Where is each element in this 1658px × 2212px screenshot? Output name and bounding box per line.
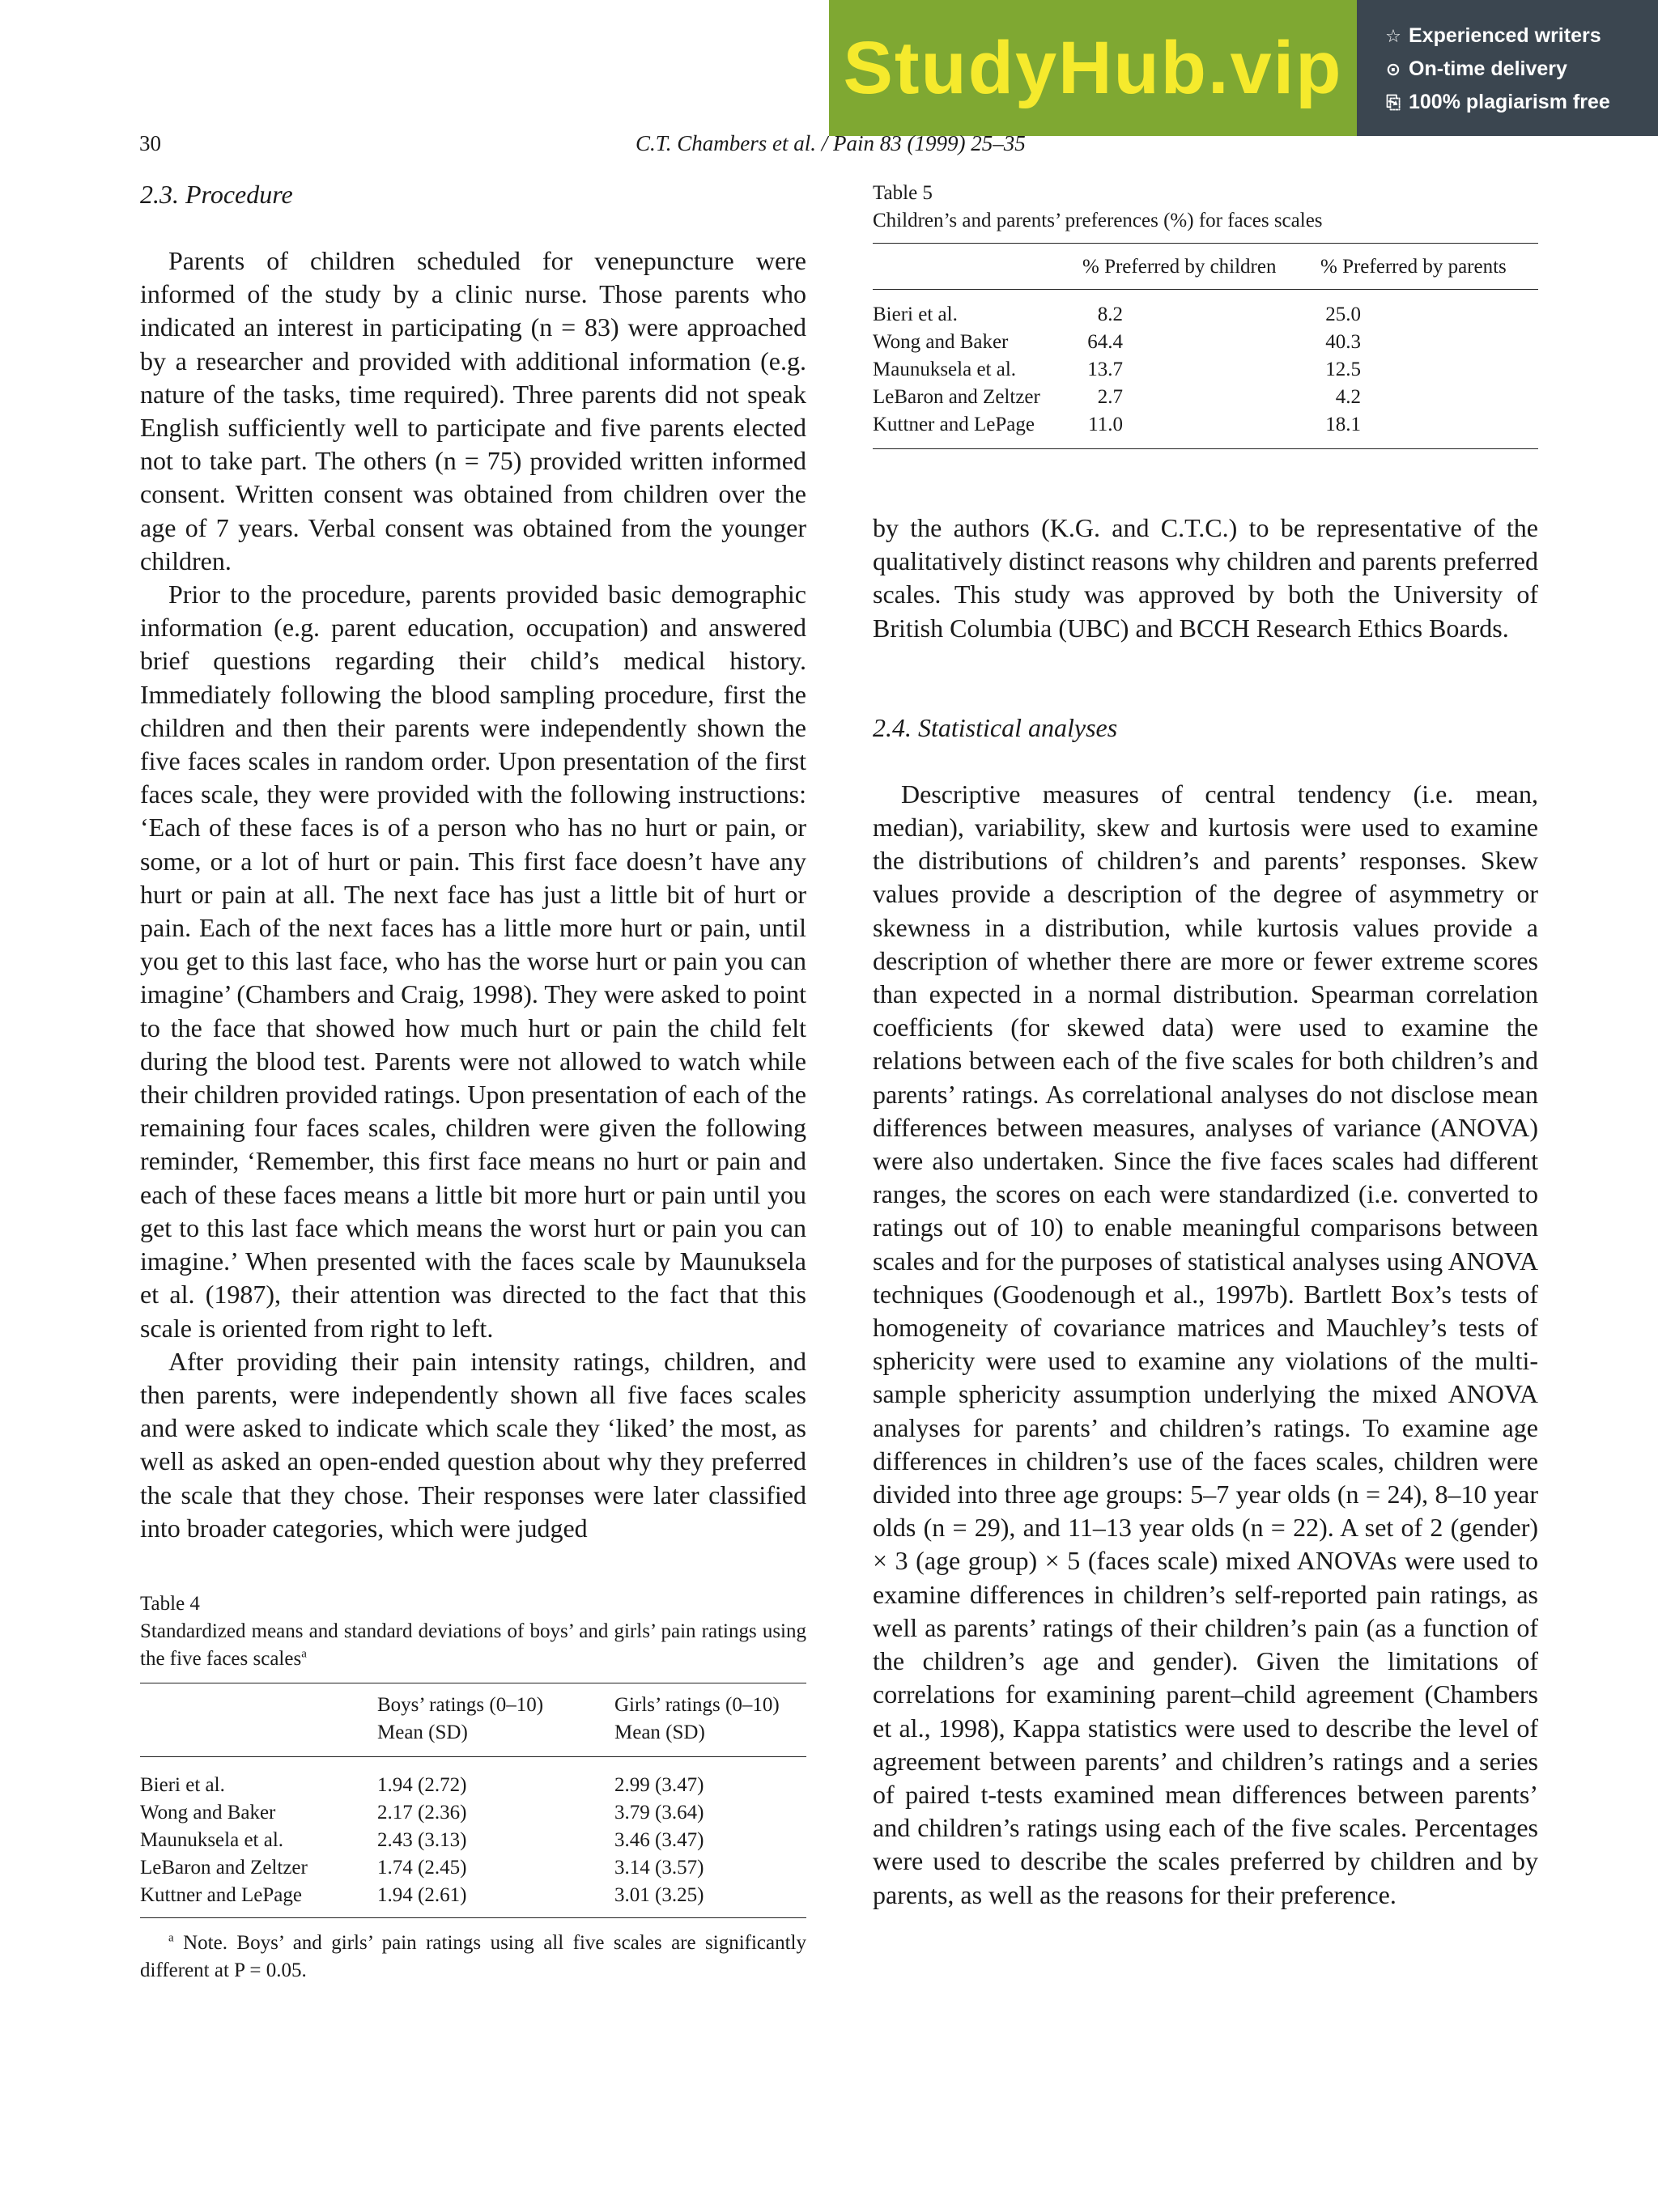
page-number: 30: [139, 131, 161, 155]
table-row: Kuttner and LePage 1.94 (2.61) 3.01 (3.25): [140, 1883, 704, 1906]
column-header: Girls’ ratings (0–10) Mean (SD): [614, 1693, 780, 1743]
table-row: Maunuksela et al. 2.43 (3.13) 3.46 (3.47): [140, 1828, 704, 1851]
table-row: Bieri et al. 8.2 25.0: [873, 304, 1361, 325]
table-header-row: [140, 1692, 806, 1747]
table-row: Wong and Baker 64.4 40.3: [873, 331, 1361, 353]
paragraph: After providing their pain intensity ratings, children, and then parents, were independently shown all five faces scales and were asked to indicate which scale they ‘liked’ the most, as well as asked an open-ended question about why they preferred the scale that they chose. Their responses were later classified into broader categories, which were judged: [140, 1346, 806, 1543]
paragraph: Parents of children scheduled for venepuncture were informed of the study by a clinic nurse. Those parents who indicated an interest in participating (n = 83) were approached by a researcher and provided with additional information (e.g. nature of the tasks, time required). Three parents did not speak English sufficiently well to participate and five parents elected not to take part. The others (n = 75) provided written informed consent. Written consent was obtained from children over the age of 7 years. Verbal consent was obtained from the younger children.: [140, 246, 806, 575]
feature-experienced-writers: [1384, 19, 1658, 53]
table-row: Bieri et al. 1.94 (2.72) 2.99 (3.47): [140, 1773, 704, 1796]
column-header: Boys’ ratings (0–10) Mean (SD): [377, 1693, 544, 1743]
feature-label: 100% plagiarism free: [1409, 91, 1610, 113]
table-row: LeBaron and Zeltzer 2.7 4.2: [873, 386, 1361, 408]
table-4: [140, 1590, 806, 1985]
section-heading-procedure: 2.3. Procedure: [140, 180, 293, 209]
table-caption: Standardized means and standard deviations of boys’ and girls’ pain ratings using the five faces scales$^a$: [140, 1620, 806, 1670]
table-label: Table 5: [873, 182, 933, 204]
paragraph: by the authors (K.G. and C.T.C.) to be representative of the qualitatively distinct reasons why children and parents preferred scales. This study was approved by both the University of British Columbia (UBC) and BCCH Research Ethics Boards.: [873, 513, 1538, 643]
table-row: Kuttner and LePage 11.0 18.1: [873, 414, 1361, 435]
feature-label: On-time delivery: [1409, 57, 1567, 80]
ad-banner[interactable]: [829, 0, 1658, 136]
studyhub-logo[interactable]: StudyHub.vip: [843, 26, 1343, 109]
table-footnote: $^a$ Note. Boys’ and girls’ pain ratings using all five scales are significantly different at P = 0.05.: [140, 1931, 806, 1981]
table-row: Maunuksela et al. 13.7 12.5: [873, 359, 1361, 380]
feature-on-time-delivery: [1384, 53, 1658, 86]
studyhub-logo-box[interactable]: [829, 0, 1357, 136]
table-header-row: [873, 253, 1538, 281]
table-row: Wong and Baker 2.17 (2.36) 3.79 (3.64): [140, 1801, 704, 1824]
document-check-icon: ⎘: [1386, 92, 1401, 113]
section-heading-statistical-analyses: 2.4. Statistical analyses: [873, 712, 1118, 742]
table-label: Table 4: [140, 1592, 200, 1615]
table-row: LeBaron and Zeltzer 1.74 (2.45) 3.14 (3.57): [140, 1856, 704, 1879]
banner-features: [1357, 0, 1658, 136]
left-column: [140, 178, 806, 1985]
running-head: C.T. Chambers et al. / Pain 83 (1999) 25–35: [636, 131, 1026, 155]
column-header: % Preferred by parents: [1320, 256, 1507, 278]
star-outline-icon: ☆: [1385, 26, 1401, 46]
paragraph: Descriptive measures of central tendency (i.e. mean, median), variability, skew and kurtosis were used to examine the distributions of children’s and parents’ responses. Skew values provide a description of the degree of asymmetry or skewness in a distribution, while kurtosis values provide a description of whether there are more or fewer extreme scores than expected in a normal distribution. Spearman correlation coefficients (for skewed data) were used to examine the relations between each of the five scales for both children’s and parents’ ratings. As correlational analyses do not disclose mean differences between measures, analyses of variance (ANOVA) were also undertaken. Since the five faces scales had different ranges, the scores on each were standardized (i.e. converted to ratings out of 10) to enable meaningful comparisons between scales and for the purposes of statistical analyses using ANOVA techniques (Goodenough et al., 1997b). Bartlett Box’s tests of homogeneity of covariance matrices and Mauchley’s tests of sphericity were used to examine any violations of the multi-sample sphericity assumption underlying the mixed ANOVA analyses for parents’ and children’s ratings. To examine age differences in children’s use of the faces scales, children were divided into three age groups: 5–7 year olds (n = 24), 8–10 year olds (n = 29), and 11–13 year olds (n = 22). A set of 2 (gender) × 3 (age group) × 5 (faces scale) mixed ANOVAs were used to examine differences in children’s self-reported pain ratings, as well as parents’ ratings of their children’s pain (as a function of the children’s age and gender). Given the limitations of correlations for examining parent–child agreement (Chambers et al., 1998), Kappa statistics were used to describe the level of agreement between parents’ and children’s ratings and a series of paired t-tests examined mean differences between parents’ and children’s ratings using each of the five scales. Percentages were used to describe the scales preferred by children and by parents, as well as the reasons for their preference.: [873, 779, 1538, 1909]
paragraph: Prior to the procedure, parents provided basic demographic information (e.g. parent education, occupation) and answered brief questions regarding their child’s medical history. Immediately following the blood sampling procedure, first the children and then their parents were independently shown the five faces scales in random order. Upon presentation of the first faces scale, they were provided with the following instructions: ‘Each of these faces is of a person who has no hurt or pain, or some, or a lot of hurt or pain. This first face doesn’t have any hurt or pain at all. The next face has just a little bit of hurt or pain. Each of the next faces has a little more hurt or pain, until you get to this last face, who has the worse hurt or pain you can imagine’ (Chambers and Craig, 1998). They were asked to point to the face that showed how much hurt or pain the child felt during the blood test. Parents were not allowed to watch while their children provided ratings. Upon presentation of each of the remaining four faces scales, children were given the following reminder, ‘Remember, this first face means no hurt or pain and each of these faces means a little bit more hurt or pain until you get to this last face which means the worst hurt or pain you can imagine.’ When presented with the faces scale by Maunuksela et al. (1987), their attention was directed to the fact that this scale is oriented from right to left.: [140, 580, 806, 1343]
table-5: [873, 180, 1538, 449]
right-column: [873, 512, 1538, 1912]
clock-icon: ⊙: [1385, 59, 1401, 79]
table-caption: Children’s and parents’ preferences (%) for faces scales: [873, 210, 1323, 231]
column-header: % Preferred by children: [1082, 256, 1277, 278]
feature-label: Experienced writers: [1409, 24, 1601, 47]
feature-plagiarism-free: [1384, 86, 1658, 119]
